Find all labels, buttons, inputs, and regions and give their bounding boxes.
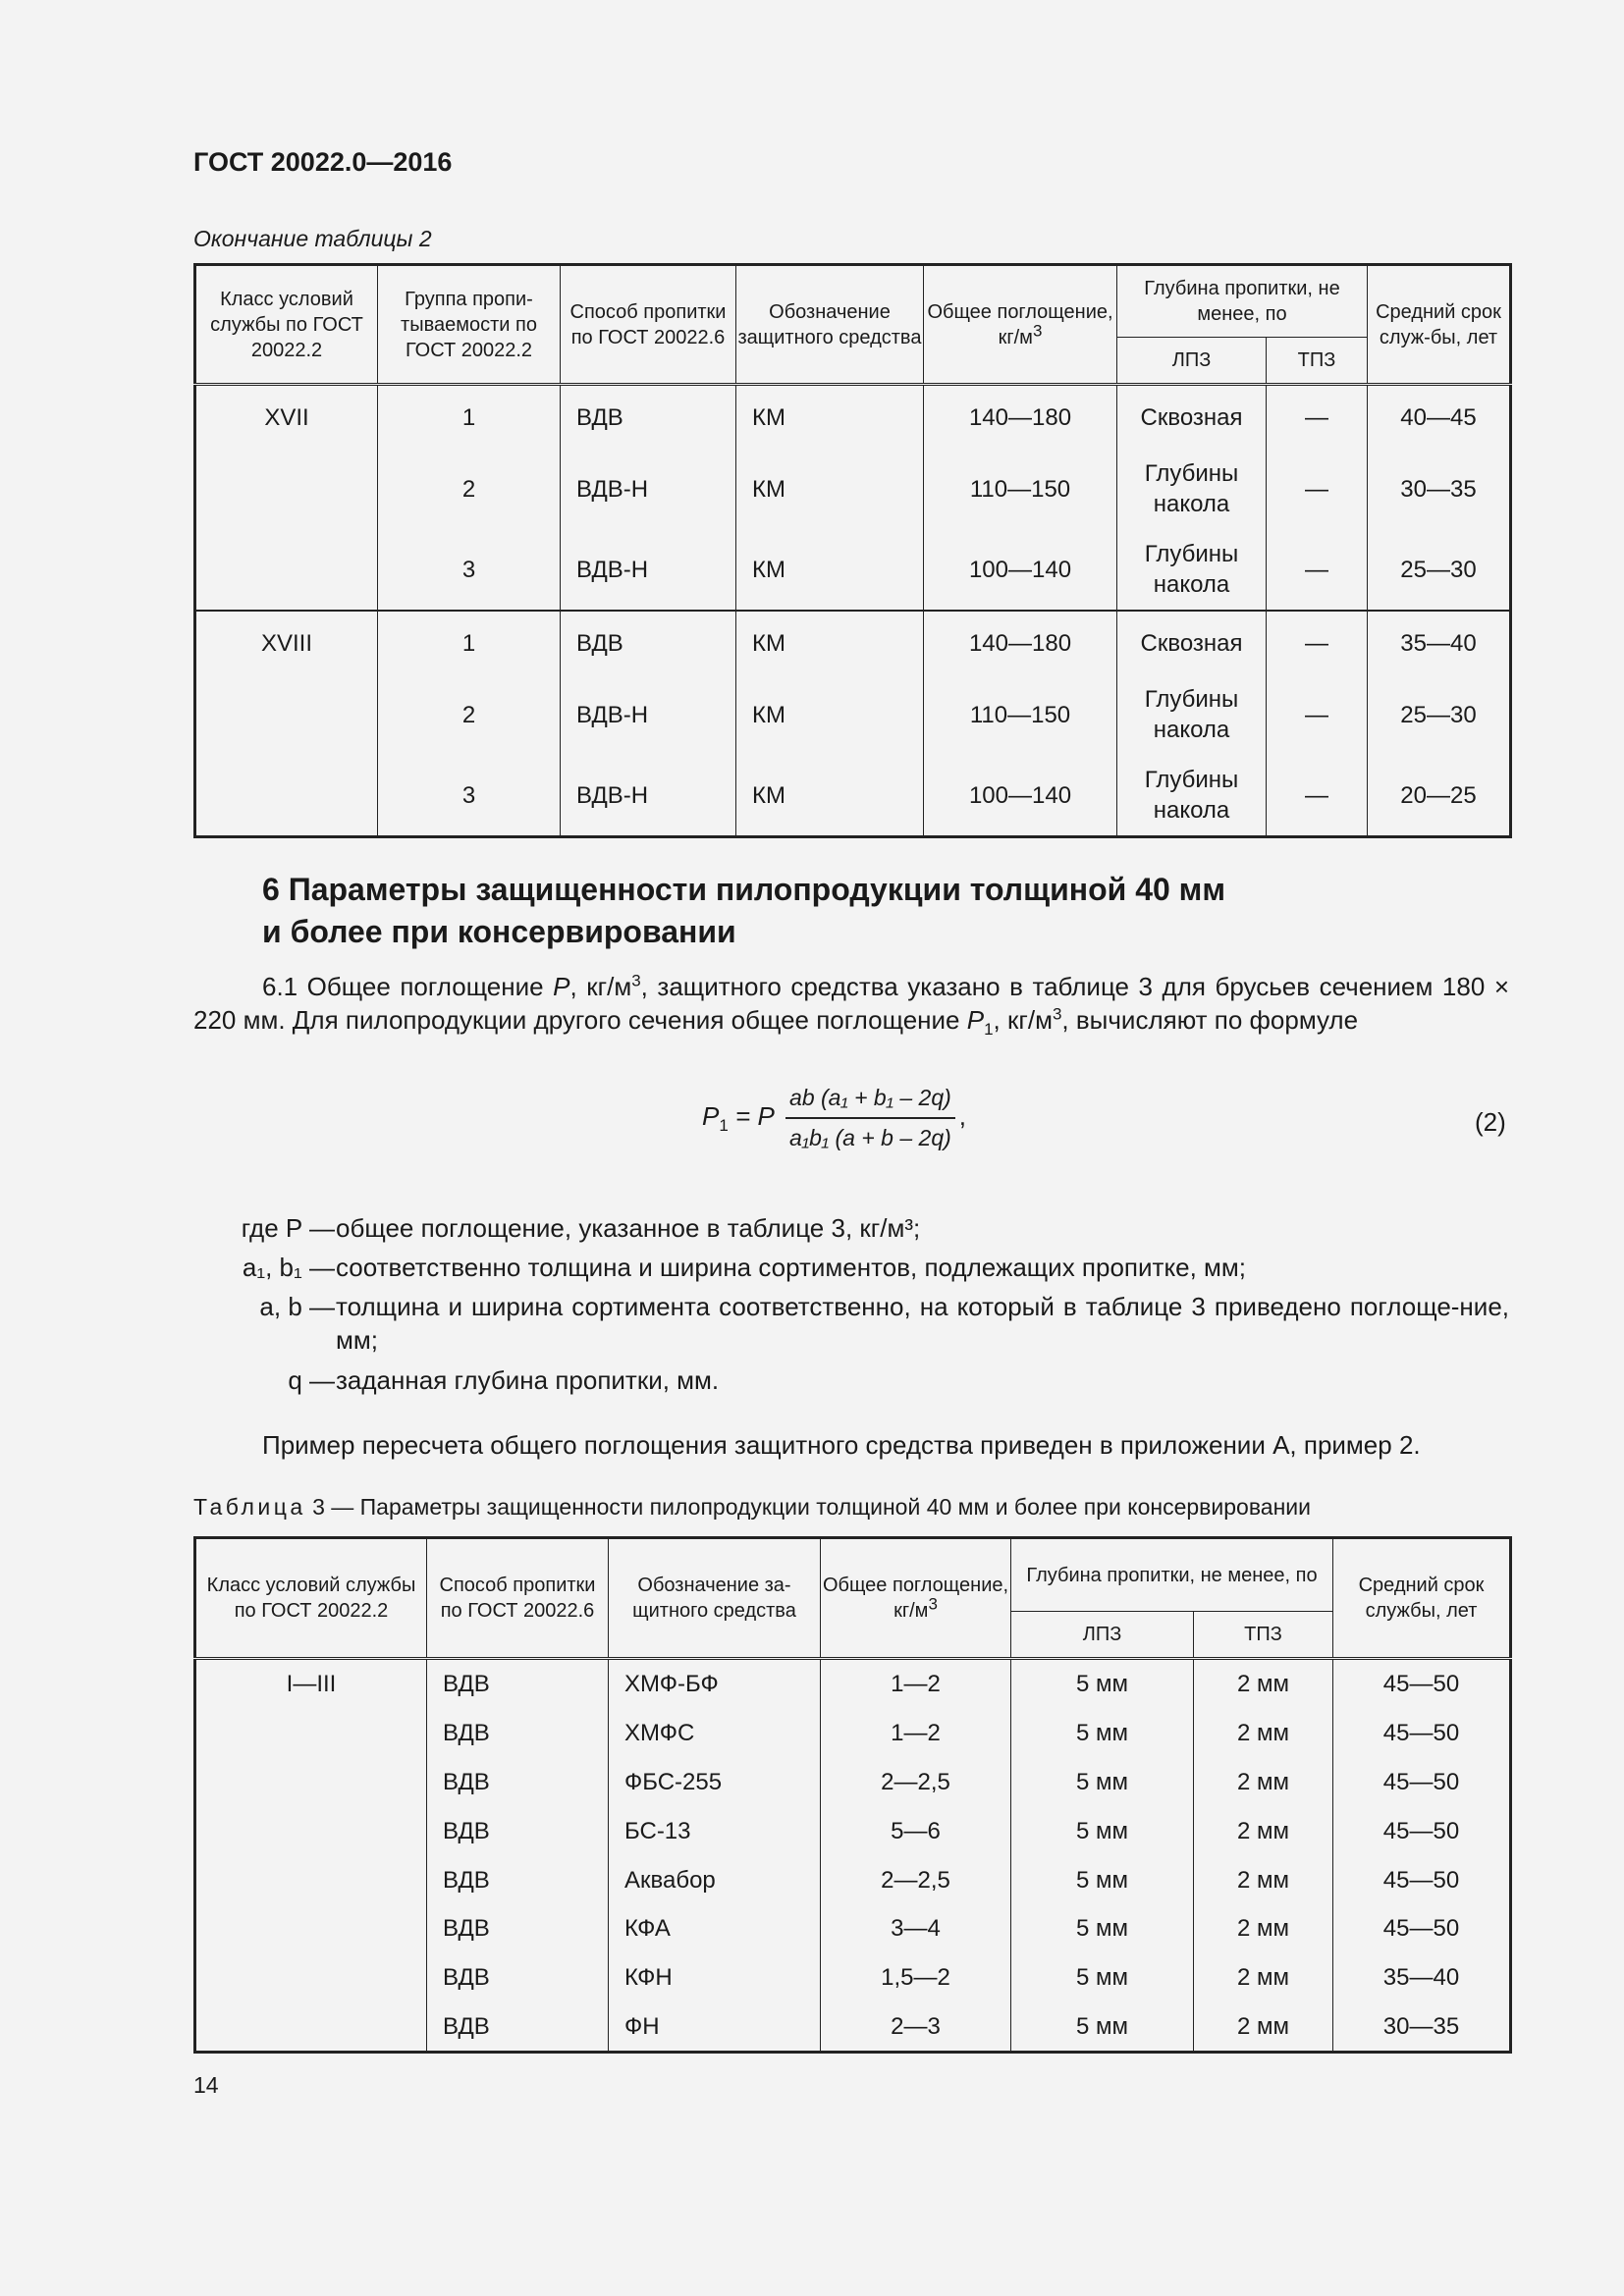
formula-2: $P_1 = P$ $\frac{\text{ab (a₁ + b₁ – 2q)}}{\text{a₁b₁ (a + b – 2q)}}$ , xyxy=(702,1085,967,1150)
table3-cell-method: ВДВ xyxy=(427,2002,609,2053)
table3-cell-lpz: 5 мм xyxy=(1011,1806,1194,1855)
table2-cell-group: 1 xyxy=(378,385,561,450)
table3-cell-method: ВДВ xyxy=(427,1659,609,1709)
table3-row xyxy=(195,1855,1511,1904)
table2-cell-absorption: 100—140 xyxy=(924,755,1117,837)
table2-cell-class xyxy=(195,674,378,755)
table3-cell-life: 45—50 xyxy=(1333,1904,1511,1953)
table3-cell-tpz: 2 мм xyxy=(1194,1904,1333,1953)
table2-cell-tpz: — xyxy=(1267,611,1368,674)
table2-cell-tpz: — xyxy=(1267,755,1368,837)
table3-cell-designation: БС-13 xyxy=(609,1806,821,1855)
table3-cell-life: 45—50 xyxy=(1333,1659,1511,1709)
table3-cell-designation: КФН xyxy=(609,1953,821,2002)
table3-cell-class xyxy=(195,1806,427,1855)
table3-col-absorption: Общее поглощение, $кг/м^3$ xyxy=(821,1538,1011,1659)
table2-cell-absorption: 110—150 xyxy=(924,674,1117,755)
table2-cell-designation: КМ xyxy=(736,529,924,611)
table2-col-class: Класс условий службы по ГОСТ 20022.2 xyxy=(195,265,378,385)
table2-row xyxy=(195,449,1511,529)
table2-cell-life: 35—40 xyxy=(1368,611,1511,674)
table3-row xyxy=(195,1806,1511,1855)
table2-col-group: Группа пропи-тываемости по ГОСТ 20022.2 xyxy=(378,265,561,385)
table2-cell-method: ВДВ xyxy=(561,611,736,674)
table2-cell-group: 1 xyxy=(378,611,561,674)
table3-cell-tpz: 2 мм xyxy=(1194,1806,1333,1855)
table3-col-depth: Глубина пропитки, не менее, по xyxy=(1011,1538,1333,1612)
table2-cell-class xyxy=(195,449,378,529)
table2-cell-method: ВДВ-Н xyxy=(561,674,736,755)
table2-col-absorption: Общее поглощение, $кг/м^3$ xyxy=(924,265,1117,385)
table2-row xyxy=(195,674,1511,755)
table2-cell-group: 2 xyxy=(378,674,561,755)
table3-row xyxy=(195,1758,1511,1807)
table2-col-lpz: ЛПЗ xyxy=(1117,338,1267,385)
table2-cell-designation: КМ xyxy=(736,674,924,755)
table3-cell-life: 30—35 xyxy=(1333,2002,1511,2053)
table2-col-tpz: ТПЗ xyxy=(1267,338,1368,385)
document-code: ГОСТ 20022.0—2016 xyxy=(193,147,453,177)
table2-cell-group: 2 xyxy=(378,449,561,529)
table3-cell-designation: КФА xyxy=(609,1904,821,1953)
table2-cell-absorption: 140—180 xyxy=(924,385,1117,450)
table3-col-class: Класс условий службы по ГОСТ 20022.2 xyxy=(195,1538,427,1659)
table2-col-designation: Обозначение защитного средства xyxy=(736,265,924,385)
table2-cell-lpz: Глубины накола xyxy=(1117,755,1267,837)
table3-cell-method: ВДВ xyxy=(427,1904,609,1953)
table2-cell-tpz: — xyxy=(1267,674,1368,755)
table2-cell-life: 20—25 xyxy=(1368,755,1511,837)
table2-cell-life: 30—35 xyxy=(1368,449,1511,529)
table2-cell-life: 25—30 xyxy=(1368,529,1511,611)
table3-cell-absorption: 3—4 xyxy=(821,1904,1011,1953)
table3-cell-absorption: 2—2,5 xyxy=(821,1758,1011,1807)
table2-cell-designation: КМ xyxy=(736,449,924,529)
table2-cell-designation: КМ xyxy=(736,611,924,674)
table2-cell-absorption: 110—150 xyxy=(924,449,1117,529)
table2-cell-lpz: Глубины накола xyxy=(1117,529,1267,611)
table2-col-method: Способ пропитки по ГОСТ 20022.6 xyxy=(561,265,736,385)
table2-cell-method: ВДВ-Н xyxy=(561,755,736,837)
table3-cell-method: ВДВ xyxy=(427,1953,609,2002)
table3-cell-absorption: 1—2 xyxy=(821,1659,1011,1709)
table3-cell-tpz: 2 мм xyxy=(1194,1953,1333,2002)
table3-cell-life: 45—50 xyxy=(1333,1758,1511,1807)
table3-cell-absorption: 1,5—2 xyxy=(821,1953,1011,2002)
table3-row xyxy=(195,1709,1511,1758)
table3-cell-absorption: 1—2 xyxy=(821,1709,1011,1758)
table3-header xyxy=(195,1538,1511,1659)
table3-cell-method: ВДВ xyxy=(427,1758,609,1807)
table3-cell-tpz: 2 мм xyxy=(1194,2002,1333,2053)
table2-cell-method: ВДВ-Н xyxy=(561,449,736,529)
table3-cell-method: ВДВ xyxy=(427,1709,609,1758)
table3-row xyxy=(195,1904,1511,1953)
table2-cell-tpz: — xyxy=(1267,449,1368,529)
table3-cell-class xyxy=(195,1904,427,1953)
table3-cell-class xyxy=(195,1855,427,1904)
table3-cell-absorption: 5—6 xyxy=(821,1806,1011,1855)
table3-cell-designation: ФБС-255 xyxy=(609,1758,821,1807)
table3-cell-life: 45—50 xyxy=(1333,1806,1511,1855)
table2-col-depth: Глубина пропитки, не менее, по xyxy=(1117,265,1368,338)
table3-cell-tpz: 2 мм xyxy=(1194,1758,1333,1807)
table3-cell-class xyxy=(195,1953,427,2002)
table2-cell-absorption: 100—140 xyxy=(924,529,1117,611)
table2-caption: Окончание таблицы 2 xyxy=(193,226,432,251)
table2-cell-designation: КМ xyxy=(736,385,924,450)
table2-cell-lpz: Сквозная xyxy=(1117,385,1267,450)
table2-cell-group: 3 xyxy=(378,755,561,837)
table3-cell-method: ВДВ xyxy=(427,1806,609,1855)
table2-cell-life: 40—45 xyxy=(1368,385,1511,450)
table2-row xyxy=(195,611,1511,674)
table3-cell-lpz: 5 мм xyxy=(1011,1855,1194,1904)
table3 xyxy=(193,1536,1512,2054)
equation-number: (2) xyxy=(1475,1107,1506,1137)
table3-col-method: Способ пропитки по ГОСТ 20022.6 xyxy=(427,1538,609,1659)
table3-body xyxy=(195,1659,1511,2053)
table2-cell-class xyxy=(195,755,378,837)
table2-row xyxy=(195,385,1511,450)
table3-cell-designation: ФН xyxy=(609,2002,821,2053)
table2-col-life: Средний срок служ-бы, лет xyxy=(1368,265,1511,385)
table3-col-life: Средний срок службы, лет xyxy=(1333,1538,1511,1659)
table3-cell-class xyxy=(195,2002,427,2053)
table2-cell-class xyxy=(195,529,378,611)
table3-caption: Таблица 3 — Параметры защищенности пилопродукции толщиной 40 мм и более при консервировании xyxy=(193,1494,1311,1520)
table3-cell-life: 35—40 xyxy=(1333,1953,1511,2002)
table2-body xyxy=(195,385,1511,837)
table3-cell-class xyxy=(195,1758,427,1807)
table3-col-designation: Обозначение за-щитного средства xyxy=(609,1538,821,1659)
formula-fraction: $\frac{\text{ab (a₁ + b₁ – 2q)}}{\text{a₁b₁ (a + b – 2q)}}$ xyxy=(785,1085,955,1151)
table3-cell-tpz: 2 мм xyxy=(1194,1855,1333,1904)
page-number: 14 xyxy=(193,2072,219,2098)
table2-cell-method: ВДВ xyxy=(561,385,736,450)
table3-cell-lpz: 5 мм xyxy=(1011,1758,1194,1807)
table3-cell-absorption: 2—2,5 xyxy=(821,1855,1011,1904)
table2-cell-absorption: 140—180 xyxy=(924,611,1117,674)
table3-row xyxy=(195,2002,1511,2053)
table3-cell-designation: Аквабор xyxy=(609,1855,821,1904)
table3-cell-class xyxy=(195,1709,427,1758)
table3-cell-designation: ХМФ-БФ xyxy=(609,1659,821,1709)
table3-cell-lpz: 5 мм xyxy=(1011,1904,1194,1953)
table3-cell-tpz: 2 мм xyxy=(1194,1709,1333,1758)
table2-header xyxy=(195,265,1511,385)
example-note: Пример пересчета общего поглощения защитного средства приведен в приложении А, пример 2. xyxy=(262,1430,1421,1460)
table3-cell-tpz: 2 мм xyxy=(1194,1659,1333,1709)
table2 xyxy=(193,263,1512,838)
table3-cell-designation: ХМФС xyxy=(609,1709,821,1758)
table3-col-lpz: ЛПЗ xyxy=(1011,1612,1194,1659)
table3-col-tpz: ТПЗ xyxy=(1194,1612,1333,1659)
table3-cell-class: I—III xyxy=(195,1659,427,1709)
table2-cell-lpz: Сквозная xyxy=(1117,611,1267,674)
table2-cell-group: 3 xyxy=(378,529,561,611)
table2-cell-designation: КМ xyxy=(736,755,924,837)
table2-row xyxy=(195,755,1511,837)
table2-cell-class: XVII xyxy=(195,385,378,450)
table3-row xyxy=(195,1953,1511,2002)
table2-cell-life: 25—30 xyxy=(1368,674,1511,755)
table2-cell-tpz: — xyxy=(1267,529,1368,611)
table2-cell-lpz: Глубины накола xyxy=(1117,449,1267,529)
table3-cell-method: ВДВ xyxy=(427,1855,609,1904)
table2-cell-method: ВДВ-Н xyxy=(561,529,736,611)
table3-cell-lpz: 5 мм xyxy=(1011,2002,1194,2053)
table3-row xyxy=(195,1659,1511,1709)
table3-cell-life: 45—50 xyxy=(1333,1855,1511,1904)
paragraph-6-1: 6.1 Общее поглощение P, $кг/м^3$, защитного средства указано в таблице 3 для брусьев сечением 180 × 220 мм. Для пилопродукции другого сечения общее поглощение $P_1$, $кг/м^3$, вычисляют по формуле xyxy=(193,971,1510,1040)
table3-cell-lpz: 5 мм xyxy=(1011,1659,1194,1709)
table3-cell-lpz: 5 мм xyxy=(1011,1709,1194,1758)
table2-cell-tpz: — xyxy=(1267,385,1368,450)
section6-title: 6 Параметры защищенности пилопродукции толщиной 40 мм и более при консервировании xyxy=(262,872,1226,949)
table3-cell-absorption: 2—3 xyxy=(821,2002,1011,2053)
table2-cell-class: XVIII xyxy=(195,611,378,674)
table2-cell-lpz: Глубины накола xyxy=(1117,674,1267,755)
table3-cell-lpz: 5 мм xyxy=(1011,1953,1194,2002)
table2-row xyxy=(195,529,1511,611)
table3-cell-life: 45—50 xyxy=(1333,1709,1511,1758)
